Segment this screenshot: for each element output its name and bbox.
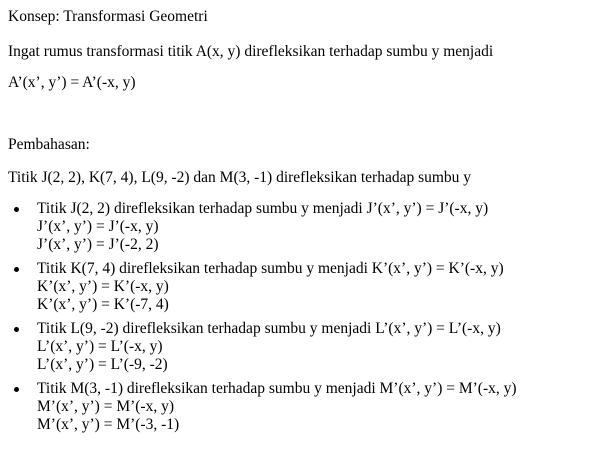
item-statement: Titik J(2, 2) direfleksikan terhadap sumbu y menjadi J’(x’, y’) = J’(-x, y) xyxy=(37,200,489,217)
concept-title: Konsep: Transformasi Geometri xyxy=(8,8,208,25)
item-step-2: L’(x’, y’) = L’(-9, -2) xyxy=(37,356,168,373)
item-step-1: K’(x’, y’) = K’(-x, y) xyxy=(37,278,169,295)
bullet-dot-icon xyxy=(14,387,19,392)
problem-statement: Titik J(2, 2), K(7, 4), L(9, -2) dan M(3, -1) direfleksikan terhadap sumbu y xyxy=(8,169,472,186)
discussion-heading: Pembahasan: xyxy=(8,136,90,153)
item-step-1: J’(x’, y’) = J’(-x, y) xyxy=(37,218,159,235)
list-item-m xyxy=(8,380,588,440)
solution-list xyxy=(8,200,588,440)
bullet-dot-icon xyxy=(14,327,19,332)
list-item-j xyxy=(8,200,588,260)
item-statement: Titik M(3, -1) direfleksikan terhadap sumbu y menjadi M’(x’, y’) = M’(-x, y) xyxy=(37,380,517,397)
item-statement: Titik L(9, -2) direfleksikan terhadap sumbu y menjadi L’(x’, y’) = L’(-x, y) xyxy=(37,320,501,337)
item-step-2: J’(x’, y’) = J’(-2, 2) xyxy=(37,236,159,253)
item-step-2: M’(x’, y’) = M’(-3, -1) xyxy=(37,416,180,433)
item-step-1: M’(x’, y’) = M’(-x, y) xyxy=(37,398,175,415)
list-item-k xyxy=(8,260,588,320)
list-item-l xyxy=(8,320,588,380)
item-statement: Titik K(7, 4) direfleksikan terhadap sumbu y menjadi K’(x’, y’) = K’(-x, y) xyxy=(37,260,504,277)
item-step-1: L’(x’, y’) = L’(-x, y) xyxy=(37,338,163,355)
bullet-dot-icon xyxy=(14,207,19,212)
rule-intro: Ingat rumus transformasi titik A(x, y) direfleksikan terhadap sumbu y menjadi xyxy=(8,43,494,60)
bullet-dot-icon xyxy=(14,267,19,272)
item-step-2: K’(x’, y’) = K’(-7, 4) xyxy=(37,296,169,313)
rule-formula: A’(x’, y’) = A’(-x, y) xyxy=(8,74,136,91)
